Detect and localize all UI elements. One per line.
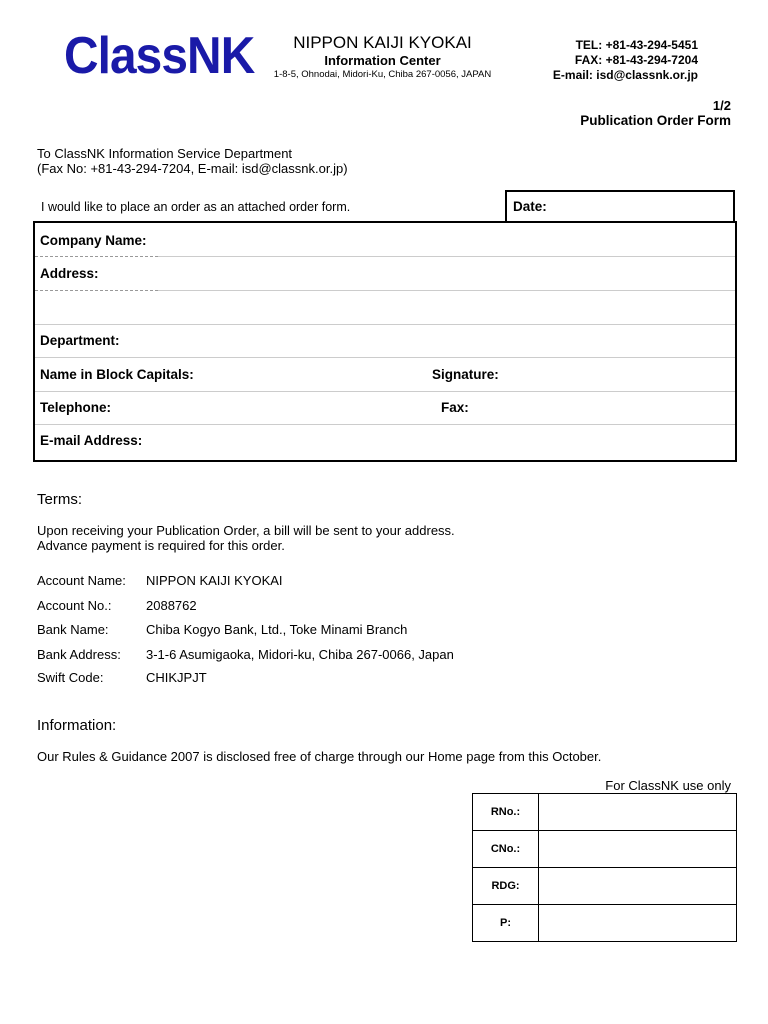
office-use-table — [472, 793, 737, 942]
account-name-value: NIPPON KAIJI KYOKAI — [146, 573, 283, 588]
signature-field[interactable] — [505, 359, 733, 390]
company-name-field[interactable] — [158, 224, 733, 255]
p-label: P: — [473, 905, 539, 942]
email-address: E-mail: isd@classnk.or.jp — [552, 68, 698, 82]
fax-label: Fax: — [441, 400, 469, 415]
rdg-field[interactable] — [539, 868, 737, 905]
terms-title: Terms: — [37, 491, 82, 508]
row-divider — [35, 391, 735, 392]
row-divider — [158, 256, 735, 257]
table-row — [473, 831, 737, 868]
table-row — [473, 905, 737, 942]
row-divider — [35, 424, 735, 425]
rno-label: RNo.: — [473, 794, 539, 831]
terms-line-1: Upon receiving your Publication Order, a bill will be sent to your address. — [37, 523, 455, 538]
recipient-line-2: (Fax No: +81-43-294-7204, E-mail: isd@classnk.or.jp) — [37, 161, 348, 176]
rdg-label: RDG: — [473, 868, 539, 905]
name-block-capitals-label: Name in Block Capitals: — [40, 367, 194, 382]
swift-code-label: Swift Code: — [37, 670, 104, 685]
form-title: Publication Order Form — [580, 113, 731, 128]
account-no-label: Account No.: — [37, 598, 112, 613]
address-label: Address: — [40, 266, 99, 281]
table-row — [473, 868, 737, 905]
page-number: 1/2 — [712, 98, 731, 113]
bank-name-value: Chiba Kogyo Bank, Ltd., Toke Minami Branch — [146, 622, 408, 637]
fax-field[interactable] — [475, 393, 733, 423]
telephone-label: Telephone: — [40, 400, 112, 415]
email-address-field[interactable] — [185, 426, 733, 456]
organization-name: NIPPON KAIJI KYOKAI — [293, 33, 472, 52]
terms-line-2: Advance payment is required for this order. — [37, 538, 285, 553]
row-divider — [35, 324, 735, 325]
table-row — [473, 794, 737, 831]
information-title: Information: — [37, 717, 117, 734]
cno-label: CNo.: — [473, 831, 539, 868]
row-divider — [35, 357, 735, 358]
company-name-label: Company Name: — [40, 233, 147, 248]
signature-label: Signature: — [432, 367, 499, 382]
rno-field[interactable] — [539, 794, 737, 831]
tel-number: TEL: +81-43-294-5451 — [575, 38, 698, 52]
recipient-block — [37, 146, 348, 176]
organization-address: 1-8-5, Ohnodai, Midori-Ku, Chiba 267-0056, JAPAN — [273, 69, 492, 80]
p-field[interactable] — [539, 905, 737, 942]
information-text: Our Rules & Guidance 2007 is disclosed free of charge through our Home page from this October. — [37, 749, 602, 764]
email-address-label: E-mail Address: — [40, 433, 143, 448]
terms-text — [37, 523, 455, 553]
account-name-label: Account Name: — [37, 573, 126, 588]
bank-address-label: Bank Address: — [37, 647, 121, 662]
row-divider — [35, 290, 158, 291]
order-intro: I would like to place an order as an attached order form. — [41, 200, 351, 214]
contact-block — [553, 38, 698, 83]
fax-number: FAX: +81-43-294-7204 — [574, 53, 698, 67]
row-divider — [35, 256, 158, 257]
department-label: Department: — [40, 333, 120, 348]
date-label: Date: — [513, 199, 547, 214]
center-name: Information Center — [324, 53, 441, 68]
cno-field[interactable] — [539, 831, 737, 868]
recipient-line-1: To ClassNK Information Service Department — [37, 146, 293, 161]
office-use-caption: For ClassNK use only — [605, 778, 731, 793]
bank-name-label: Bank Name: — [37, 622, 109, 637]
bank-address-value: 3-1-6 Asumigaoka, Midori-ku, Chiba 267-0066, Japan — [146, 647, 454, 662]
order-details-box — [33, 221, 737, 462]
swift-code-value: CHIKJPJT — [146, 670, 207, 685]
account-no-value: 2088762 — [146, 598, 197, 613]
department-field[interactable] — [158, 326, 733, 356]
address-field[interactable] — [158, 258, 733, 322]
classnk-logo: ClassNK — [64, 27, 255, 85]
